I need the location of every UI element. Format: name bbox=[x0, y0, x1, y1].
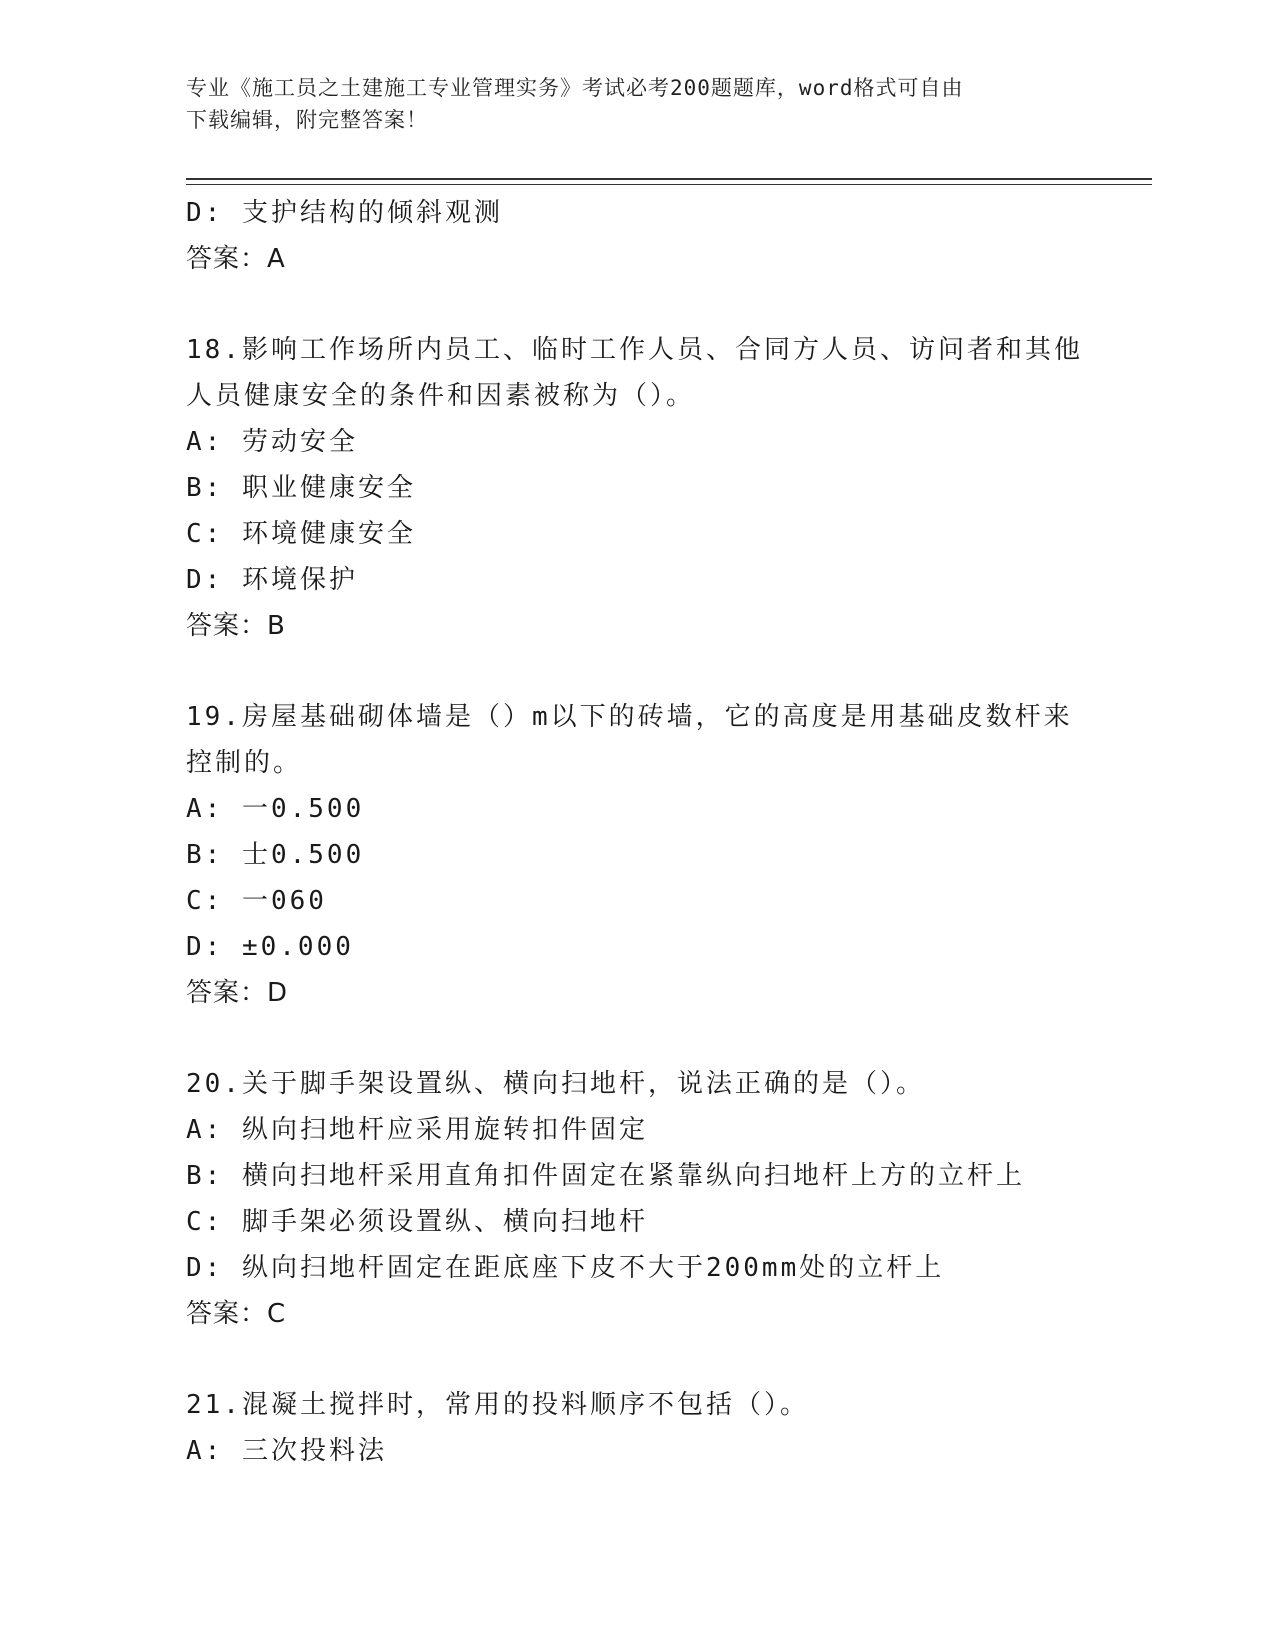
option-c: C: 一060 bbox=[186, 886, 327, 916]
answer-label: 答案： bbox=[186, 978, 268, 1008]
header-line-1: 专业《施工员之土建施工专业管理实务》考试必考200题题库，word格式可自由 bbox=[186, 76, 964, 100]
answer-value: C bbox=[267, 1299, 287, 1329]
question-stem-cont: 控制的。 bbox=[186, 748, 303, 778]
answer-line bbox=[186, 603, 1086, 649]
option-a: A: 劳动安全 bbox=[186, 427, 358, 457]
option-d: D: 支护结构的倾斜观测 bbox=[186, 198, 503, 228]
option-a: A: 一0.500 bbox=[186, 794, 365, 824]
option-b: B: 横向扫地杆采用直角扣件固定在紧靠纵向扫地杆上方的立杆上 bbox=[186, 1161, 1025, 1191]
answer-label: 答案： bbox=[186, 1299, 268, 1329]
answer-label: 答案： bbox=[186, 611, 268, 641]
document-header bbox=[186, 72, 1086, 136]
answer-value: D bbox=[267, 978, 289, 1008]
answer-label: 答案： bbox=[186, 244, 268, 274]
question-20 bbox=[186, 1061, 1086, 1337]
option-b: B: 职业健康安全 bbox=[186, 473, 416, 503]
answer-line bbox=[186, 1291, 1086, 1337]
option-d: D: ±0.000 bbox=[186, 932, 354, 962]
option-d: D: 纵向扫地杆固定在距底座下皮不大于200mm处的立杆上 bbox=[186, 1253, 945, 1283]
answer-value: A bbox=[267, 244, 286, 274]
answer-value: B bbox=[267, 611, 286, 641]
option-b: B: 士0.500 bbox=[186, 840, 365, 870]
option-a: A: 三次投料法 bbox=[186, 1436, 387, 1466]
option-d: D: 环境保护 bbox=[186, 565, 358, 595]
answer-line bbox=[186, 970, 1086, 1016]
header-divider bbox=[186, 178, 1152, 185]
option-c: C: 环境健康安全 bbox=[186, 519, 416, 549]
question-18 bbox=[186, 327, 1086, 649]
option-c: C: 脚手架必须设置纵、横向扫地杆 bbox=[186, 1207, 648, 1237]
question-stem-cont: 人员健康安全的条件和因素被称为（）。 bbox=[186, 381, 696, 411]
question-19 bbox=[186, 694, 1086, 1016]
question-list bbox=[186, 190, 1086, 1474]
question-stem: 20.关于脚手架设置纵、横向扫地杆，说法正确的是（）。 bbox=[186, 1069, 925, 1099]
question-stem: 21.混凝土搅拌时，常用的投料顺序不包括（）。 bbox=[186, 1390, 809, 1420]
answer-line bbox=[186, 236, 1086, 282]
header-line-2: 下载编辑，附完整答案！ bbox=[186, 108, 428, 132]
question-stem: 18.影响工作场所内员工、临时工作人员、合同方人员、访问者和其他 bbox=[186, 335, 1083, 365]
question-stem: 19.房屋基础砌体墙是（）m以下的砖墙，它的高度是用基础皮数杆来 bbox=[186, 702, 1073, 732]
question-21 bbox=[186, 1382, 1086, 1474]
option-a: A: 纵向扫地杆应采用旋转扣件固定 bbox=[186, 1115, 648, 1145]
